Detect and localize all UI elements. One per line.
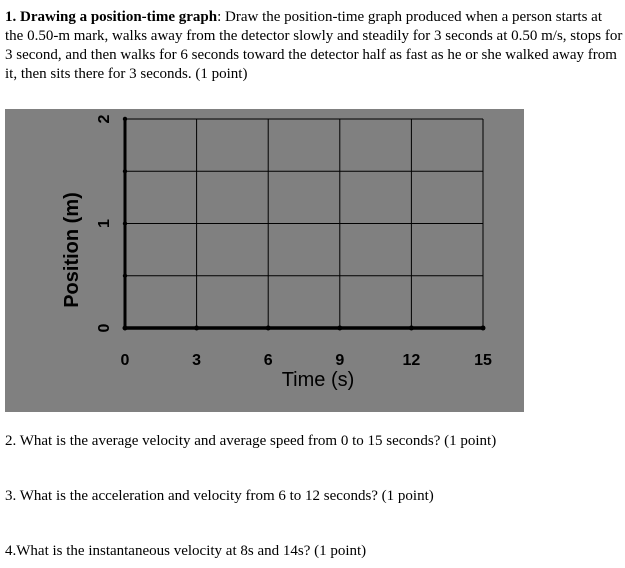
- x-tick-label: 3: [192, 352, 202, 369]
- x-tick-label: 0: [120, 352, 130, 369]
- y-tick-mark: [123, 169, 127, 173]
- x-tick-label: 6: [263, 352, 273, 369]
- y-tick-mark: [123, 221, 127, 225]
- y-tick-label: 2: [96, 114, 113, 124]
- x-tick-label: 12: [402, 352, 421, 369]
- x-axis-label: Time (s): [281, 369, 355, 391]
- y-tick-label: 0: [96, 323, 113, 333]
- x-tick-labels: [121, 352, 492, 369]
- x-tick-mark: [337, 326, 342, 331]
- y-tick-mark: [123, 326, 127, 330]
- question-4: 4.What is the instantaneous velocity at 8s and 14s? (1 point): [5, 543, 367, 559]
- y-tick-mark: [123, 274, 127, 278]
- y-tick-label: 1: [96, 219, 113, 228]
- x-tick-label: 15: [474, 352, 492, 369]
- x-tick-mark: [481, 326, 486, 331]
- y-axis-label: Position (m): [61, 192, 83, 308]
- question-3: 3. What is the acceleration and velocity from 6 to 12 seconds? (1 point): [5, 488, 434, 504]
- question-2: 2. What is the average velocity and average speed from 0 to 15 seconds? (1 point): [5, 433, 497, 449]
- question-1: [5, 8, 623, 84]
- question-1-body: : Draw the position-time graph produced when a person starts at the 0.50-m mark, walks away from the detector slowly and steadily for 3 seconds at 0.50 m/s, stops for 3 second, and then walks for 6 seconds toward the detector half as fast as he or she walked away from it, then sits there for 3 seconds. (1 point): [5, 9, 623, 82]
- position-time-chart: [5, 109, 524, 412]
- x-tick-label: 9: [335, 352, 345, 369]
- y-tick-mark: [123, 117, 127, 121]
- y-tick-labels: [96, 114, 113, 332]
- x-tick-mark: [194, 326, 199, 331]
- grid-lines: [125, 119, 483, 328]
- x-tick-mark: [266, 326, 271, 331]
- x-tick-mark: [409, 326, 414, 331]
- question-1-title: 1. Drawing a position-time graph: [5, 9, 218, 25]
- position-time-graph: [5, 109, 524, 412]
